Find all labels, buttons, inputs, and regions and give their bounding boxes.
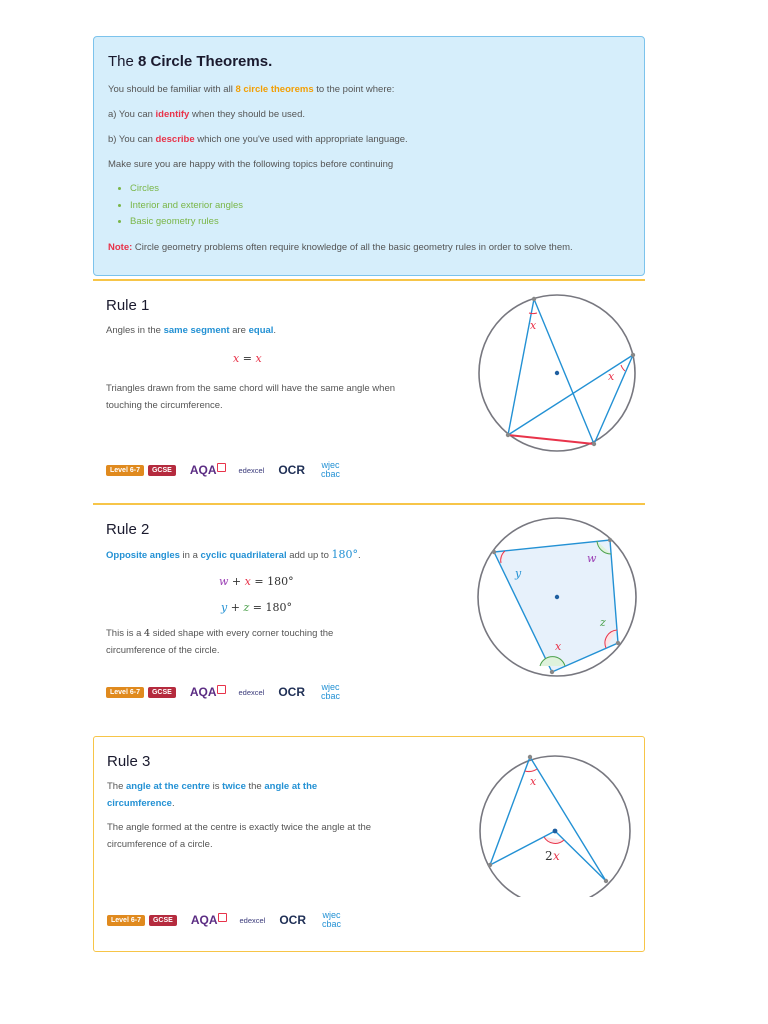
rule-1-keyword-same-segment: same segment [163,325,230,336]
gcse-badge: GCSE [149,915,177,926]
intro-paragraph-4: Make sure you are happy with the following topics before continuing [108,159,394,170]
rule-2-label-w: w [587,552,597,565]
keyword-identify: identify [155,109,190,120]
rule-2-formula-2: y + z = 180° [221,601,292,614]
rule-3-angle-arc-centre [544,837,564,843]
intro-note: Note: Circle geometry problems often require knowledge of all the basic geometry rules in order to solve them. [108,241,573,253]
intro-title: The 8 Circle Theorems. [108,53,273,70]
rule-3-keyword-angle-centre: angle at the centre [126,781,210,792]
edexcel-logo: edexcel [238,687,265,697]
rule-1-keyword-equal: equal [248,325,274,336]
rule-2-exam-badges [106,678,340,706]
rule-2-statement: Opposite angles in a cyclic quadrilateral add up to 180°. [106,548,361,561]
level-badge: Level 6-7 [106,687,144,698]
rule-3-label-two: 2 [545,849,553,863]
rule-1-statement: Angles in the same segment are equal. [106,325,277,336]
ocr-logo: OCR [279,912,307,927]
rule-2-card [93,503,645,723]
rule-3-angle-arc-circumference [525,769,537,772]
rule-1-exam-badges [106,456,340,484]
rule-1-label-x-right: x [608,370,615,383]
rule-2-label-z: z [600,616,606,629]
gcse-badge: GCSE [148,687,176,698]
rule-2-title: Rule 2 [106,521,150,538]
rule-2-centre-dot [555,595,559,599]
rule-2-diagram [477,517,641,681]
rule-3-circle [480,756,630,897]
rule-3-statement: The angle at the centre is twice the angle at the circumference. [107,781,318,809]
rule-3-label-two-x: x [553,849,560,863]
rule-1-label-x-top: x [530,319,537,332]
rule-1-triangle-1 [508,299,594,444]
wjec-logo: wjec cbac [321,682,341,701]
rule-2-description: This is a 4 sided shape with every corner touching the circumference of the circle. [106,628,334,656]
wjec-logo: wjec cbac [321,460,341,479]
rule-1-description: Triangles drawn from the same chord will have the same angle when touching the circumference. [106,383,396,411]
rule-1-angle-arc-2 [621,365,625,371]
topic-link-circles[interactable]: • Circles [130,181,630,198]
edexcel-logo: edexcel [238,465,265,475]
rule-2-keyword-cyclic-quadrilateral: cyclic quadrilateral [200,550,287,561]
rule-3-label-x: x [530,775,537,788]
rule-1-triangle-2 [508,355,633,444]
rule-1-formula: x = x [233,352,262,365]
rule-2-formula-1: w + x = 180° [219,575,294,588]
topics-list [108,181,630,231]
topic-link-angles[interactable]: • Interior and exterior angles [130,198,630,215]
rule-2-keyword-opposite-angles: Opposite angles [106,550,180,561]
rule-3-card [93,736,645,952]
rule-3-keyword-twice: twice [222,781,246,792]
rule-1-diagram [475,291,639,456]
rule-1-title: Rule 1 [106,297,150,314]
rule-1-card [93,279,645,503]
keyword-8-circle-theorems[interactable]: 8 circle theorems [235,84,314,95]
rule-3-exam-badges [107,906,341,934]
rule-2-label-y: y [515,567,522,580]
rule-3-centre-dot [553,829,558,834]
rule-3-diagram [474,747,634,897]
intro-box [93,36,645,276]
rule-3-description: The angle formed at the centre is exactly twice the angle at the circumference of a circle. [107,822,372,850]
aqa-logo: AQA [190,685,227,699]
topic-link-geometry[interactable]: • Basic geometry rules [130,214,630,231]
rule-3-keyword-angle-circumference: angle at the circumference [107,781,318,809]
ocr-logo: OCR [278,684,306,699]
rule-2-label-x: x [555,640,562,653]
aqa-logo: AQA [190,463,227,477]
keyword-describe: describe [155,134,195,145]
level-badge: Level 6-7 [106,465,144,476]
intro-paragraph-1: You should be familiar with all 8 circle theorems to the point where: [108,84,395,95]
gcse-badge: GCSE [148,465,176,476]
intro-paragraph-3: b) You can describe which one you've used with appropriate language. [108,134,408,145]
rule-1-centre-dot [555,371,559,375]
aqa-logo: AQA [191,913,228,927]
wjec-logo: wjec cbac [322,910,342,929]
rule-3-title: Rule 3 [107,753,151,770]
level-badge: Level 6-7 [107,915,145,926]
edexcel-logo: edexcel [239,915,266,925]
intro-paragraph-2: a) You can identify when they should be used. [108,109,305,120]
rule-1-angle-arc-1 [529,313,537,314]
ocr-logo: OCR [278,462,306,477]
